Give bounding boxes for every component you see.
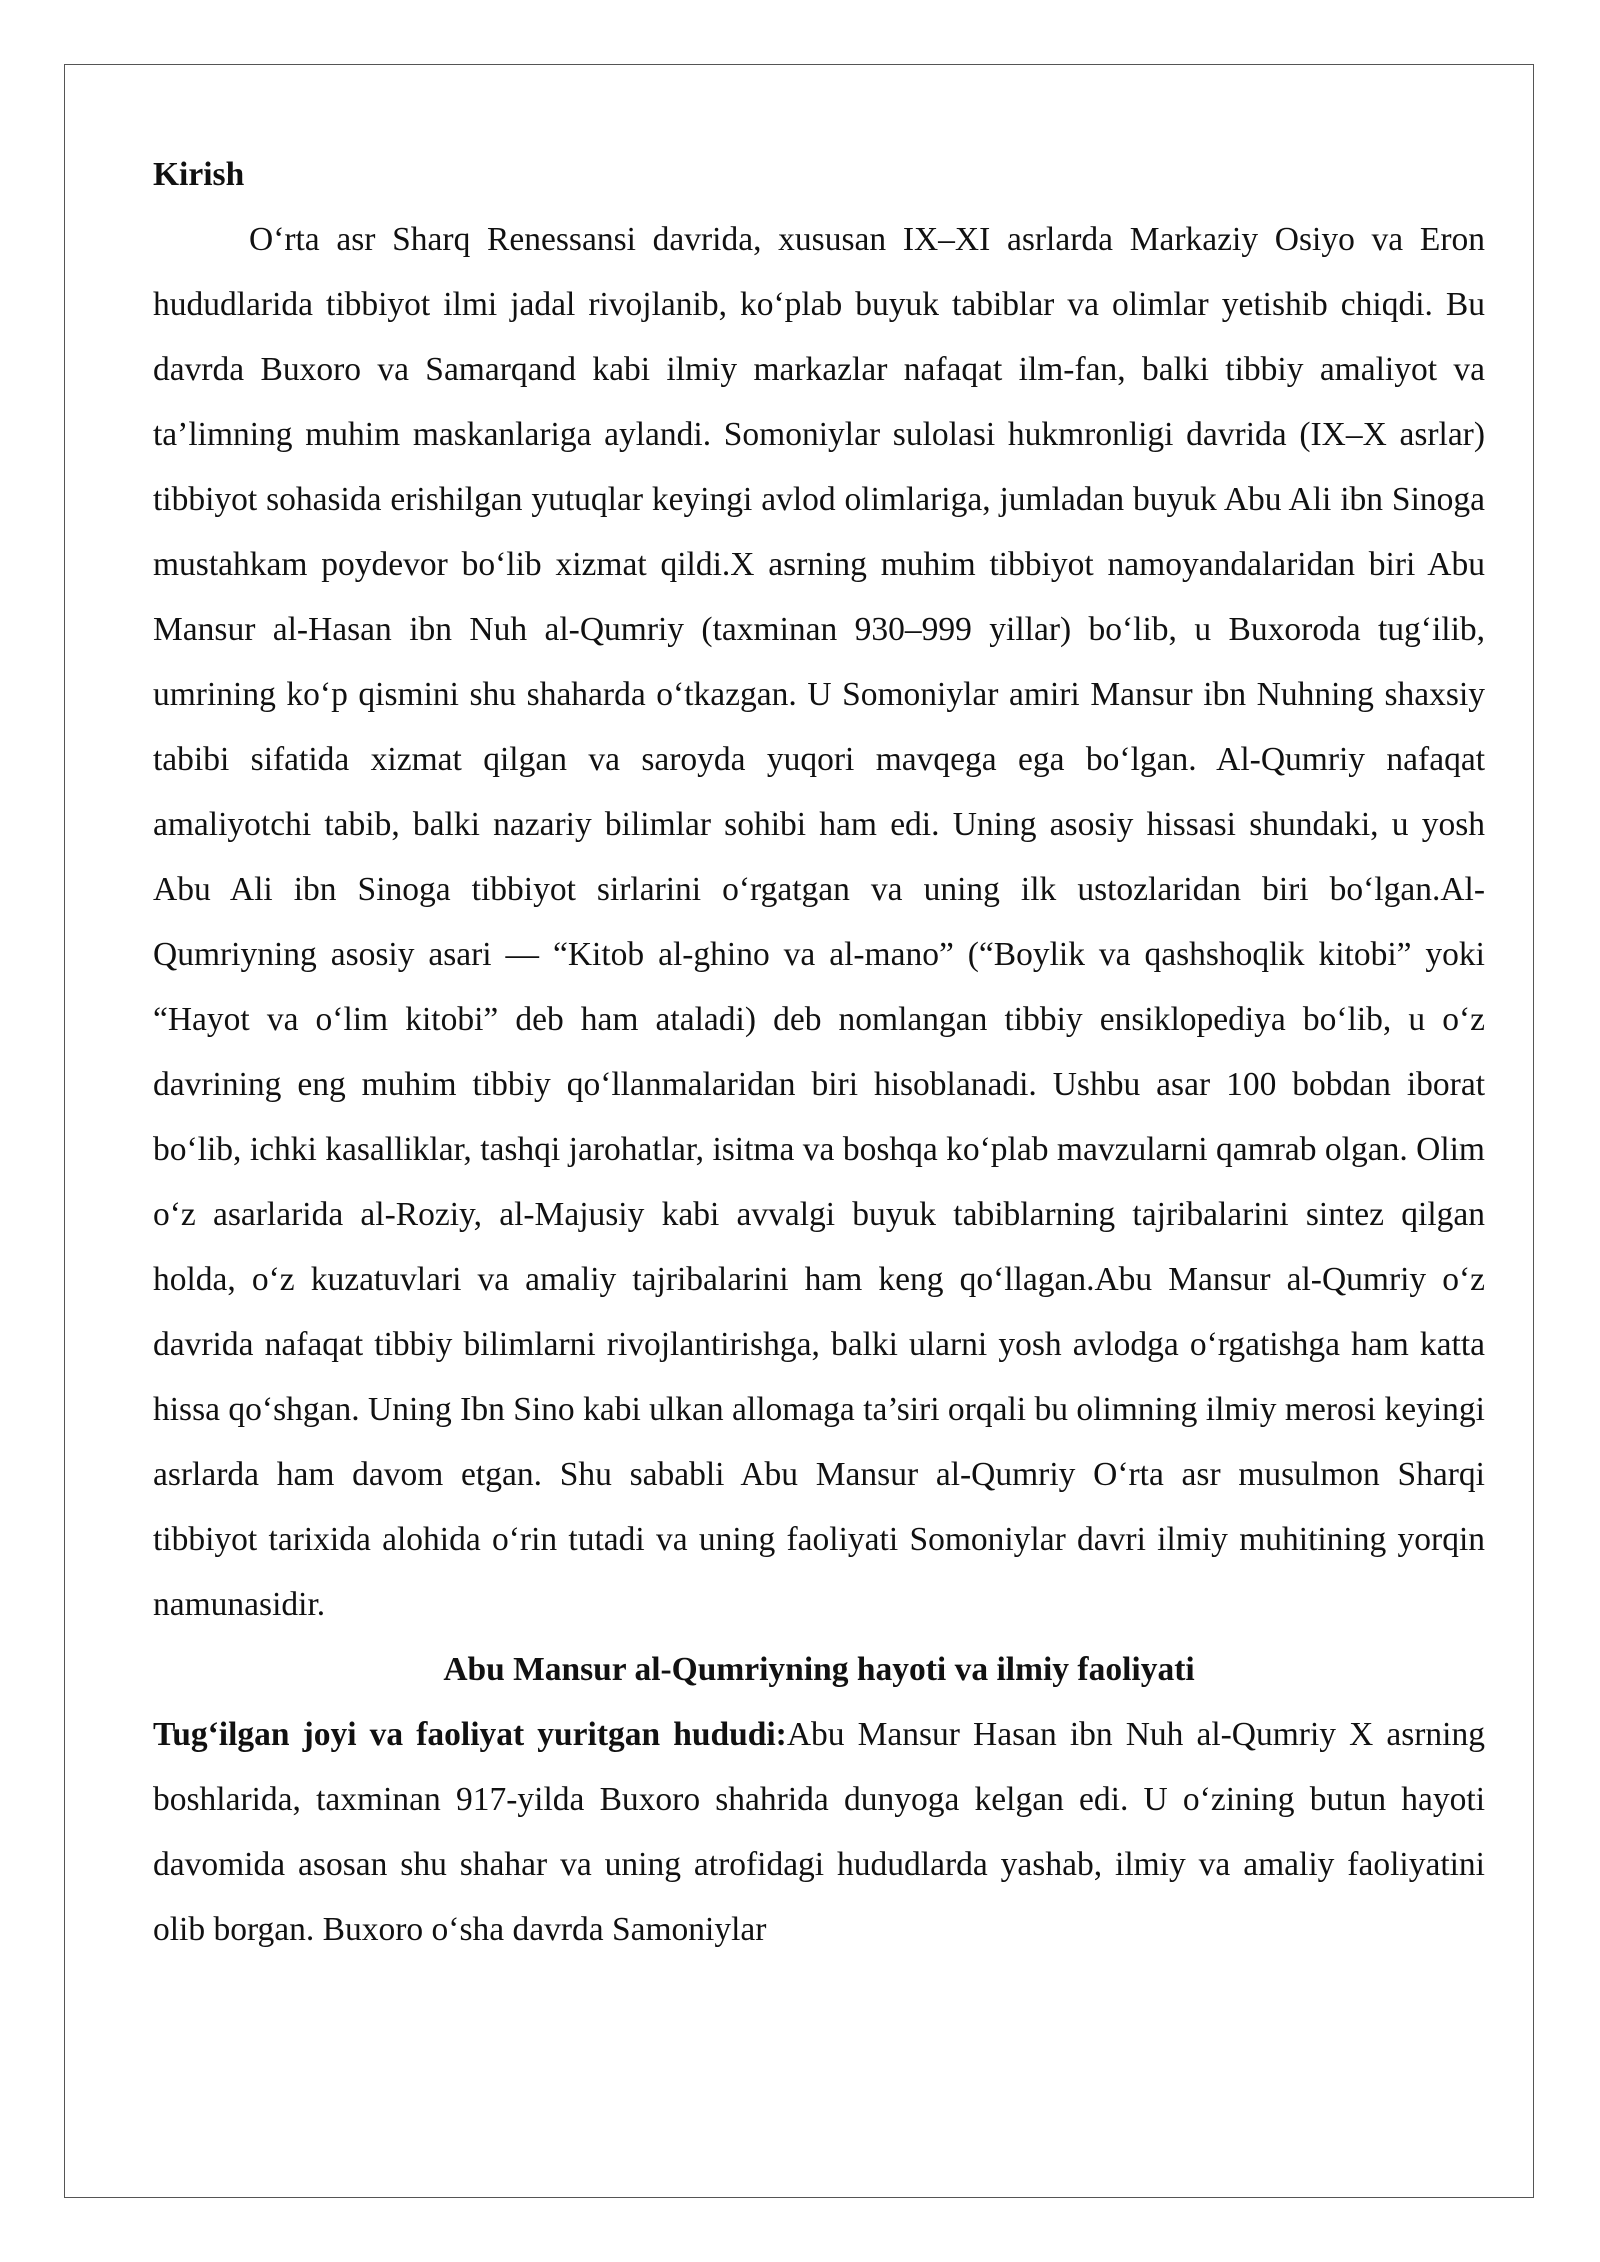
intro-heading: Kirish <box>153 156 245 193</box>
subsection-lead: Tug‘ilgan joyi va faoliyat yuritgan hududi: <box>153 1716 787 1753</box>
subsection-paragraph <box>153 1702 1485 1962</box>
intro-paragraph: O‘rta asr Sharq Renessansi davrida, xususan IX–XI asrlarda Markaziy Osiyo va Eron hududlarida tibbiyot ilmi jadal rivojlanib, ko‘plab buyuk tabiblar va olimlar yetishib chiqdi. Bu davrda Buxoro va Samarqand kabi ilmiy markazlar nafaqat ilm-fan, balki tibbiy amaliyot va ta’limning muhim maskanlariga aylandi. Somoniylar sulolasi hukmronligi davrida (IX–X asrlar) tibbiyot sohasida erishilgan yutuqlar keyingi avlod olimlariga, jumladan buyuk Abu Ali ibn Sinoga mustahkam poydevor bo‘lib xizmat qildi.X asrning muhim tibbiyot namoyandalaridan biri Abu Mansur al-Hasan ibn Nuh al-Qumriy (taxminan 930–999 yillar) bo‘lib, u Buxoroda tug‘ilib, umrining ko‘p qismini shu shaharda o‘tkazgan. U Somoniylar amiri Mansur ibn Nuhning shaxsiy tabibi sifatida xizmat qilgan va saroyda yuqori mavqega ega bo‘lgan. Al-Qumriy nafaqat amaliyotchi tabib, balki nazariy bilimlar sohibi ham edi. Uning asosiy hissasi shundaki, u yosh Abu Ali ibn Sinoga tibbiyot sirlarini o‘rgatgan va uning ilk ustozlaridan biri bo‘lgan.Al-Qumriyning asosiy asari — “Kitob al-ghino va al-mano” (“Boylik va qashshoqlik kitobi” yoki “Hayot va o‘lim kitobi” deb ham ataladi) deb nomlangan tibbiy ensiklopediya bo‘lib, u o‘z davrining eng muhim tibbiy qo‘llanmalaridan biri hisoblanadi. Ushbu asar 100 bobdan iborat bo‘lib, ichki kasalliklar, tashqi jarohatlar, isitma va boshqa ko‘plab mavzularni qamrab olgan. Olim o‘z asarlarida al-Roziy, al-Majusiy kabi avvalgi buyuk tabiblarning tajribalarini sintez qilgan holda, o‘z kuzatuvlari va amaliy tajribalarini ham keng qo‘llagan.Abu Mansur al-Qumriy o‘z davrida nafaqat tibbiy bilimlarni rivojlantirishga, balki ularni yosh avlodga o‘rgatishga ham katta hissa qo‘shgan. Uning Ibn Sino kabi ulkan allomaga ta’siri orqali bu olimning ilmiy merosi keyingi asrlarda ham davom etgan. Shu sababli Abu Mansur al-Qumriy O‘rta asr musulmon Sharqi tibbiyot tarixida alohida o‘rin tutadi va uning faoliyati Somoniylar davri ilmiy muhitining yorqin namunasidir. <box>153 221 1485 1623</box>
subsection-text: Abu Mansur Hasan ibn Nuh al-Qumriy X asrning boshlarida, taxminan 917-yilda Buxoro shahrida dunyoga kelgan edi. U o‘zining butun hayoti davomida asosan shu shahar va uning atrofidagi hududlarda yashab, ilmiy va amaliy faoliyatini olib borgan. Buxoro o‘sha davrda Samoniylar <box>153 1716 1485 1948</box>
document-body <box>153 142 1485 1962</box>
section-heading: Abu Mansur al-Qumriyning hayoti va ilmiy faoliyati <box>443 1651 1195 1688</box>
